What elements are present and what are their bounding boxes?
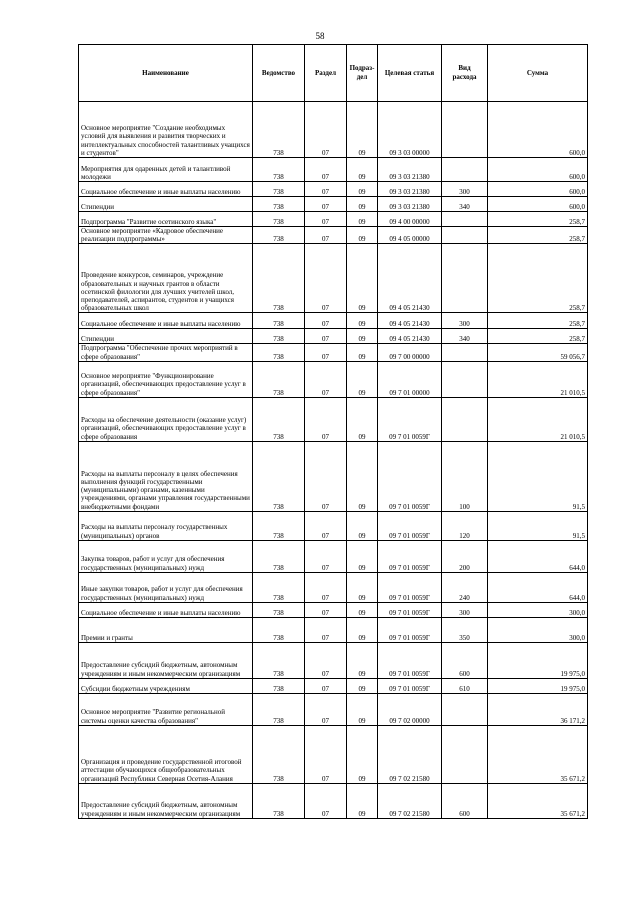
expense-type-cell: 610 [442, 678, 488, 693]
column-header: Раздел [305, 45, 347, 102]
amount-cell: 91,5 [488, 441, 588, 511]
article-cell: 09 4 05 21430 [378, 313, 442, 329]
name-cell: Подпрограмма "Развитие осетинского языка" [79, 212, 253, 227]
expense-type-cell: 300 [442, 602, 488, 617]
article-cell: 09 7 01 0059Г [378, 617, 442, 642]
ministry-cell: 738 [253, 725, 305, 783]
amount-cell: 36 171,2 [488, 693, 588, 725]
ministry-cell: 738 [253, 783, 305, 818]
name-cell: Предоставление субсидий бюджетным, автономным учреждениям и иным некоммерческим организациям [79, 783, 253, 818]
table-row [79, 344, 588, 361]
expense-type-cell: 240 [442, 572, 488, 602]
table-row [79, 725, 588, 783]
ministry-cell: 738 [253, 313, 305, 329]
article-cell: 09 4 05 21430 [378, 329, 442, 344]
table-row [79, 540, 588, 572]
name-cell: Организация и проведение государственной итоговой аттестации обучающихся общеобразовательных организаций Республики Северная Осетия-Алания [79, 725, 253, 783]
ministry-cell: 738 [253, 642, 305, 678]
section-cell: 07 [305, 511, 347, 540]
amount-cell: 300,0 [488, 602, 588, 617]
amount-cell: 91,5 [488, 511, 588, 540]
expense-type-cell [442, 344, 488, 361]
section-cell: 07 [305, 212, 347, 227]
ministry-cell: 738 [253, 158, 305, 182]
name-cell: Расходы на выплаты персоналу в целях обеспечения выполнения функций государственными (муниципальными) органами, казенными учреждениями, органами управления государственными внебюджетными фондами [79, 441, 253, 511]
expense-type-cell: 350 [442, 617, 488, 642]
article-cell: 09 7 02 21580 [378, 783, 442, 818]
article-cell: 09 4 05 21430 [378, 244, 442, 313]
ministry-cell: 738 [253, 540, 305, 572]
section-cell: 07 [305, 197, 347, 212]
column-header: Сумма [488, 45, 588, 102]
section-cell: 07 [305, 344, 347, 361]
article-cell: 09 3 03 21380 [378, 158, 442, 182]
ministry-cell: 738 [253, 197, 305, 212]
amount-cell: 258,7 [488, 227, 588, 244]
amount-cell: 300,0 [488, 617, 588, 642]
table-row [79, 361, 588, 397]
subsection-cell: 09 [347, 642, 378, 678]
section-cell: 07 [305, 244, 347, 313]
article-cell: 09 4 05 00000 [378, 227, 442, 244]
amount-cell: 35 671,2 [488, 783, 588, 818]
section-cell: 07 [305, 693, 347, 725]
ministry-cell: 738 [253, 617, 305, 642]
name-cell: Основное мероприятие "Развитие региональной системы оценки качества образования" [79, 693, 253, 725]
subsection-cell: 09 [347, 344, 378, 361]
article-cell: 09 7 02 21580 [378, 725, 442, 783]
section-cell: 07 [305, 602, 347, 617]
name-cell: Расходы на обеспечение деятельности (оказание услуг) организаций, обеспечивающих предоставление услуг в сфере образования [79, 397, 253, 441]
expense-type-cell: 100 [442, 441, 488, 511]
table-row [79, 158, 588, 182]
section-cell: 07 [305, 361, 347, 397]
ministry-cell: 738 [253, 602, 305, 617]
table-body [79, 102, 588, 819]
subsection-cell: 09 [347, 783, 378, 818]
name-cell: Расходы на выплаты персоналу государственных (муниципальных) органов [79, 511, 253, 540]
name-cell: Стипендии [79, 197, 253, 212]
subsection-cell: 09 [347, 540, 378, 572]
amount-cell: 258,7 [488, 329, 588, 344]
subsection-cell: 09 [347, 313, 378, 329]
expense-type-cell [442, 361, 488, 397]
table-row [79, 244, 588, 313]
subsection-cell: 09 [347, 602, 378, 617]
subsection-cell: 09 [347, 244, 378, 313]
table-row [79, 227, 588, 244]
ministry-cell: 738 [253, 511, 305, 540]
column-header: Ведомство [253, 45, 305, 102]
section-cell: 07 [305, 227, 347, 244]
expense-type-cell: 120 [442, 511, 488, 540]
expense-type-cell [442, 158, 488, 182]
name-cell: Премии и гранты [79, 617, 253, 642]
table-row [79, 329, 588, 344]
section-cell: 07 [305, 783, 347, 818]
expense-type-cell [442, 693, 488, 725]
ministry-cell: 738 [253, 397, 305, 441]
ministry-cell: 738 [253, 244, 305, 313]
ministry-cell: 738 [253, 344, 305, 361]
article-cell: 09 7 01 0059Г [378, 642, 442, 678]
amount-cell: 644,0 [488, 572, 588, 602]
article-cell: 09 7 01 0059Г [378, 678, 442, 693]
ministry-cell: 738 [253, 361, 305, 397]
article-cell: 09 3 03 21380 [378, 182, 442, 197]
amount-cell: 21 010,5 [488, 361, 588, 397]
section-cell: 07 [305, 397, 347, 441]
subsection-cell: 09 [347, 158, 378, 182]
section-cell: 07 [305, 642, 347, 678]
table-row [79, 313, 588, 329]
expense-type-cell [442, 397, 488, 441]
subsection-cell: 09 [347, 678, 378, 693]
expense-type-cell [442, 212, 488, 227]
table-row [79, 212, 588, 227]
subsection-cell: 09 [347, 397, 378, 441]
section-cell: 07 [305, 725, 347, 783]
budget-table [78, 44, 588, 819]
amount-cell: 35 671,2 [488, 725, 588, 783]
table-row [79, 102, 588, 158]
article-cell: 09 4 00 00000 [378, 212, 442, 227]
expense-type-cell [442, 227, 488, 244]
ministry-cell: 738 [253, 182, 305, 197]
subsection-cell: 09 [347, 511, 378, 540]
subsection-cell: 09 [347, 441, 378, 511]
expense-type-cell: 340 [442, 197, 488, 212]
name-cell: Социальное обеспечение и иные выплаты населению [79, 182, 253, 197]
article-cell: 09 3 03 21380 [378, 197, 442, 212]
name-cell: Закупка товаров, работ и услуг для обеспечения государственных (муниципальных) нужд [79, 540, 253, 572]
article-cell: 09 7 02 00000 [378, 693, 442, 725]
expense-type-cell: 300 [442, 313, 488, 329]
ministry-cell: 738 [253, 227, 305, 244]
table-header-row [79, 45, 588, 102]
name-cell: Социальное обеспечение и иные выплаты населению [79, 313, 253, 329]
subsection-cell: 09 [347, 212, 378, 227]
table-row [79, 511, 588, 540]
expense-type-cell [442, 725, 488, 783]
column-header: Наименование [79, 45, 253, 102]
section-cell: 07 [305, 678, 347, 693]
ministry-cell: 738 [253, 212, 305, 227]
table-row [79, 602, 588, 617]
section-cell: 07 [305, 102, 347, 158]
subsection-cell: 09 [347, 725, 378, 783]
ministry-cell: 738 [253, 572, 305, 602]
article-cell: 09 7 01 0059Г [378, 540, 442, 572]
name-cell: Социальное обеспечение и иные выплаты населению [79, 602, 253, 617]
article-cell: 09 7 00 00000 [378, 344, 442, 361]
section-cell: 07 [305, 158, 347, 182]
table-row [79, 693, 588, 725]
name-cell: Основное мероприятие «Кадровое обеспечение реализации подпрограммы» [79, 227, 253, 244]
section-cell: 07 [305, 441, 347, 511]
expense-type-cell [442, 244, 488, 313]
ministry-cell: 738 [253, 102, 305, 158]
section-cell: 07 [305, 540, 347, 572]
column-header: Вид расхода [442, 45, 488, 102]
section-cell: 07 [305, 313, 347, 329]
subsection-cell: 09 [347, 182, 378, 197]
table-row [79, 197, 588, 212]
article-cell: 09 7 01 0059Г [378, 602, 442, 617]
expense-type-cell: 300 [442, 182, 488, 197]
page-number: 58 [315, 31, 325, 41]
amount-cell: 644,0 [488, 540, 588, 572]
amount-cell: 258,7 [488, 313, 588, 329]
expense-type-cell: 200 [442, 540, 488, 572]
amount-cell: 600,0 [488, 182, 588, 197]
amount-cell: 19 975,0 [488, 678, 588, 693]
subsection-cell: 09 [347, 102, 378, 158]
expense-type-cell: 600 [442, 642, 488, 678]
ministry-cell: 738 [253, 693, 305, 725]
amount-cell: 258,7 [488, 212, 588, 227]
article-cell: 09 7 01 0059Г [378, 511, 442, 540]
subsection-cell: 09 [347, 197, 378, 212]
name-cell: Подпрограмма "Обеспечение прочих мероприятий в сфере образования" [79, 344, 253, 361]
expense-type-cell [442, 102, 488, 158]
table-row [79, 397, 588, 441]
subsection-cell: 09 [347, 572, 378, 602]
amount-cell: 59 056,7 [488, 344, 588, 361]
article-cell: 09 7 01 0059Г [378, 441, 442, 511]
name-cell: Основное мероприятие "Функционирование организаций, обеспечивающих предоставление услуг в сфере образования" [79, 361, 253, 397]
name-cell: Мероприятия для одаренных детей и талантливой молодежи [79, 158, 253, 182]
article-cell: 09 7 01 0059Г [378, 397, 442, 441]
name-cell: Основное мероприятие "Создание необходимых условий для выявления и развития творческих и интеллектуальных способностей талантливых учащихся и студентов" [79, 102, 253, 158]
amount-cell: 21 010,5 [488, 397, 588, 441]
article-cell: 09 7 01 0059Г [378, 572, 442, 602]
amount-cell: 19 975,0 [488, 642, 588, 678]
subsection-cell: 09 [347, 617, 378, 642]
expense-type-cell: 340 [442, 329, 488, 344]
section-cell: 07 [305, 617, 347, 642]
table-row [79, 783, 588, 818]
table-row [79, 441, 588, 511]
table-row [79, 678, 588, 693]
subsection-cell: 09 [347, 693, 378, 725]
article-cell: 09 3 03 00000 [378, 102, 442, 158]
column-header: Подраз- дел [347, 45, 378, 102]
subsection-cell: 09 [347, 361, 378, 397]
name-cell: Субсидии бюджетным учреждениям [79, 678, 253, 693]
name-cell: Иные закупки товаров, работ и услуг для обеспечения государственных (муниципальных) нужд [79, 572, 253, 602]
ministry-cell: 738 [253, 329, 305, 344]
table-row [79, 617, 588, 642]
amount-cell: 600,0 [488, 102, 588, 158]
amount-cell: 258,7 [488, 244, 588, 313]
column-header: Целевая статья [378, 45, 442, 102]
ministry-cell: 738 [253, 441, 305, 511]
amount-cell: 600,0 [488, 197, 588, 212]
expense-type-cell: 600 [442, 783, 488, 818]
section-cell: 07 [305, 329, 347, 344]
section-cell: 07 [305, 572, 347, 602]
name-cell: Предоставление субсидий бюджетным, автономным учреждениям и иным некоммерческим организациям [79, 642, 253, 678]
ministry-cell: 738 [253, 678, 305, 693]
name-cell: Проведение конкурсов, семинаров, учреждение образовательных и научных грантов в области осетинской филологии для лучших учителей школ, преподавателей, аспирантов, студентов и учащихся образовательных школ [79, 244, 253, 313]
table-row [79, 642, 588, 678]
section-cell: 07 [305, 182, 347, 197]
amount-cell: 600,0 [488, 158, 588, 182]
table-row [79, 572, 588, 602]
article-cell: 09 7 01 00000 [378, 361, 442, 397]
subsection-cell: 09 [347, 329, 378, 344]
table-row [79, 182, 588, 197]
subsection-cell: 09 [347, 227, 378, 244]
name-cell: Стипендии [79, 329, 253, 344]
